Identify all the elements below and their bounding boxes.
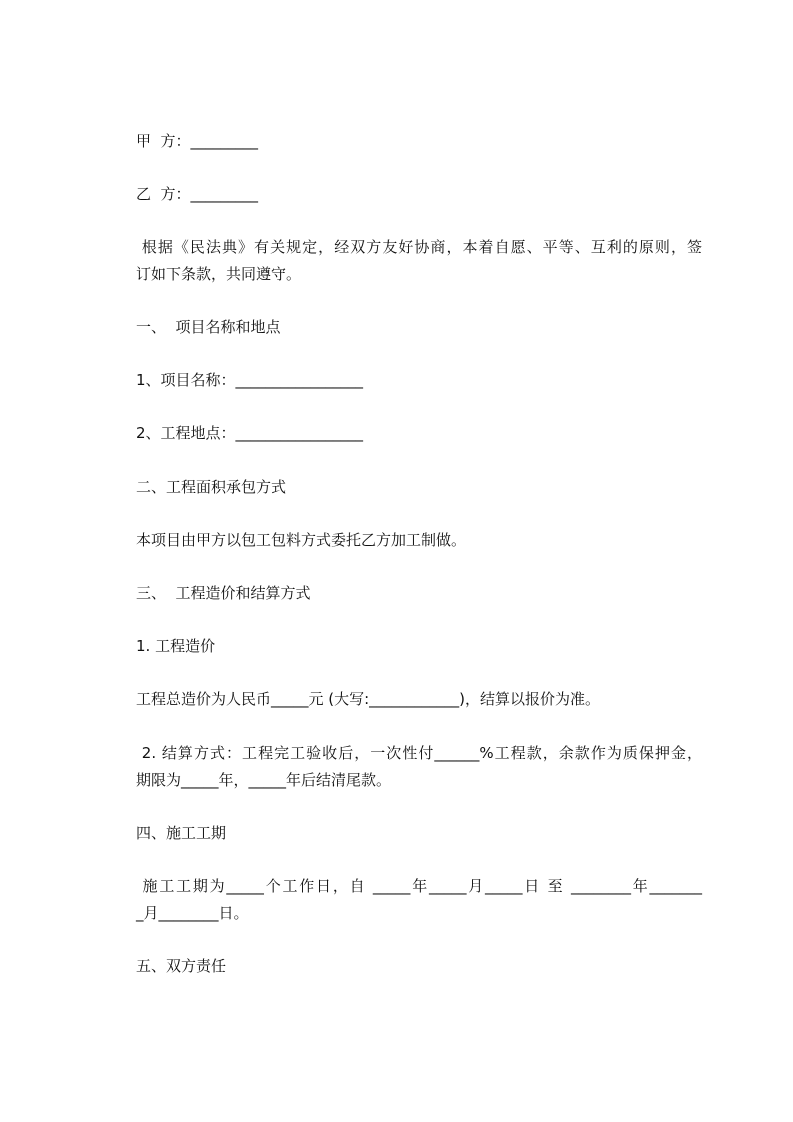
section-1-title: 一、 项目名称和地点 [136, 318, 281, 336]
section-2-title: 二、工程面积承包方式 [136, 478, 287, 496]
settlement-line-2: 期限为_____年，_____年后结清尾款。 [136, 771, 392, 789]
section-4-title: 四、施工工期 [136, 824, 227, 842]
schedule-line-2: _月________日。 [136, 904, 249, 922]
section-2-body: 本项目由甲方以包工包料方式委托乙方加工制做。 [136, 531, 467, 549]
project-location-line: 2、工程地点：_________________ [136, 424, 364, 442]
cost-subtitle: 1. 工程造价 [136, 637, 216, 655]
section-3-title: 三、 工程造价和结算方式 [136, 584, 311, 602]
party-a-line: 甲 方：_________ [136, 132, 259, 150]
section-5-title: 五、双方责任 [136, 957, 227, 975]
party-b-line: 乙 方：_________ [136, 185, 259, 203]
settlement-line-1: 2. 结算方式：工程完工验收后，一次性付______%工程款，余款作为质保押金， [136, 744, 702, 762]
schedule-line-1: 施工工期为_____个工作日，自 _____年_____月_____日 至 ________年_______ [136, 877, 702, 895]
preamble-line-2: 订如下条款，共同遵守。 [136, 265, 302, 283]
cost-body: 工程总造价为人民币_____元 (大写:____________)，结算以报价为准。 [136, 690, 601, 708]
project-name-line: 1、项目名称：_________________ [136, 371, 364, 389]
preamble-line-1: 根据《民法典》有关规定，经双方友好协商，本着自愿、平等、互利的原则，签 [136, 238, 702, 256]
